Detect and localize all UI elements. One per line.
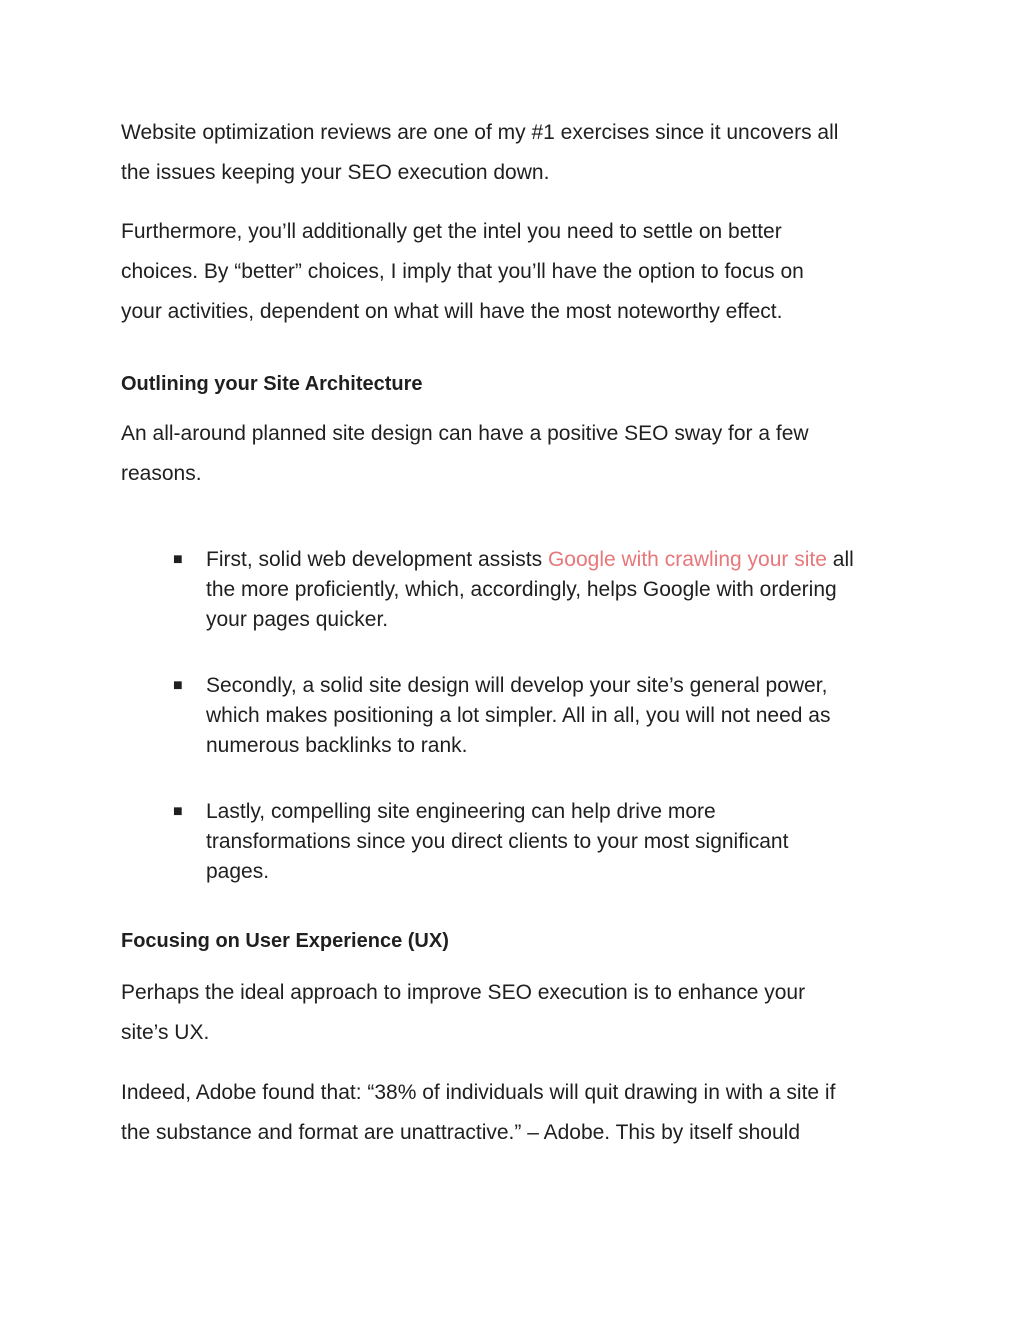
text-fragment: First, solid web development assists (206, 548, 548, 571)
text-line: Perhaps the ideal approach to improve SEO execution is to enhance your (121, 981, 806, 1004)
list-item (121, 671, 911, 761)
text-line: An all-around planned site design can have a positive SEO sway for a few (121, 422, 809, 445)
document-page (121, 113, 911, 1153)
text-line: Secondly, a solid site design will develop your site’s general power, (206, 674, 828, 697)
text-line: site’s UX. (121, 1021, 210, 1044)
reasons-list (121, 545, 911, 887)
adobe-paragraph (121, 1073, 911, 1153)
text-line: Indeed, Adobe found that: “38% of individuals will quit drawing in with a site if (121, 1081, 836, 1104)
intro-paragraph (121, 113, 911, 193)
text-line: the issues keeping your SEO execution down. (121, 161, 550, 184)
choices-paragraph (121, 212, 911, 332)
text-line: pages. (206, 860, 270, 883)
square-bullet-icon: ■ (173, 551, 183, 568)
section-heading-user-experience: Focusing on User Experience (UX) (121, 930, 449, 952)
text-line: Website optimization reviews are one of my #1 exercises since it uncovers all (121, 121, 839, 144)
google-crawling-link[interactable]: Google with crawling your site (547, 548, 827, 571)
text-line: numerous backlinks to rank. (206, 734, 468, 757)
text-line: reasons. (121, 462, 202, 485)
square-bullet-icon: ■ (173, 677, 183, 694)
text-line: Lastly, compelling site engineering can help drive more (206, 800, 716, 823)
ux-paragraph (121, 973, 911, 1053)
text-line: your pages quicker. (206, 608, 389, 631)
list-item (121, 797, 911, 887)
site-design-paragraph (121, 414, 911, 494)
list-item (121, 545, 911, 635)
text-line: Furthermore, you’ll additionally get the intel you need to settle on better (121, 220, 782, 243)
text-line: transformations since you direct clients to your most significant (206, 830, 789, 853)
square-bullet-icon: ■ (173, 803, 183, 820)
text-fragment: all (826, 548, 854, 571)
text-line: the substance and format are unattractive.” – Adobe. This by itself should (121, 1121, 801, 1144)
text-line: choices. By “better” choices, I imply that you’ll have the option to focus on (121, 260, 804, 283)
text-line: your activities, dependent on what will have the most noteworthy effect. (121, 300, 783, 323)
section-heading-site-architecture: Outlining your Site Architecture (121, 373, 423, 395)
text-line: which makes positioning a lot simpler. All in all, you will not need as (206, 704, 831, 727)
text-line: the more proficiently, which, accordingly, helps Google with ordering (206, 578, 837, 601)
text-line (206, 545, 911, 575)
